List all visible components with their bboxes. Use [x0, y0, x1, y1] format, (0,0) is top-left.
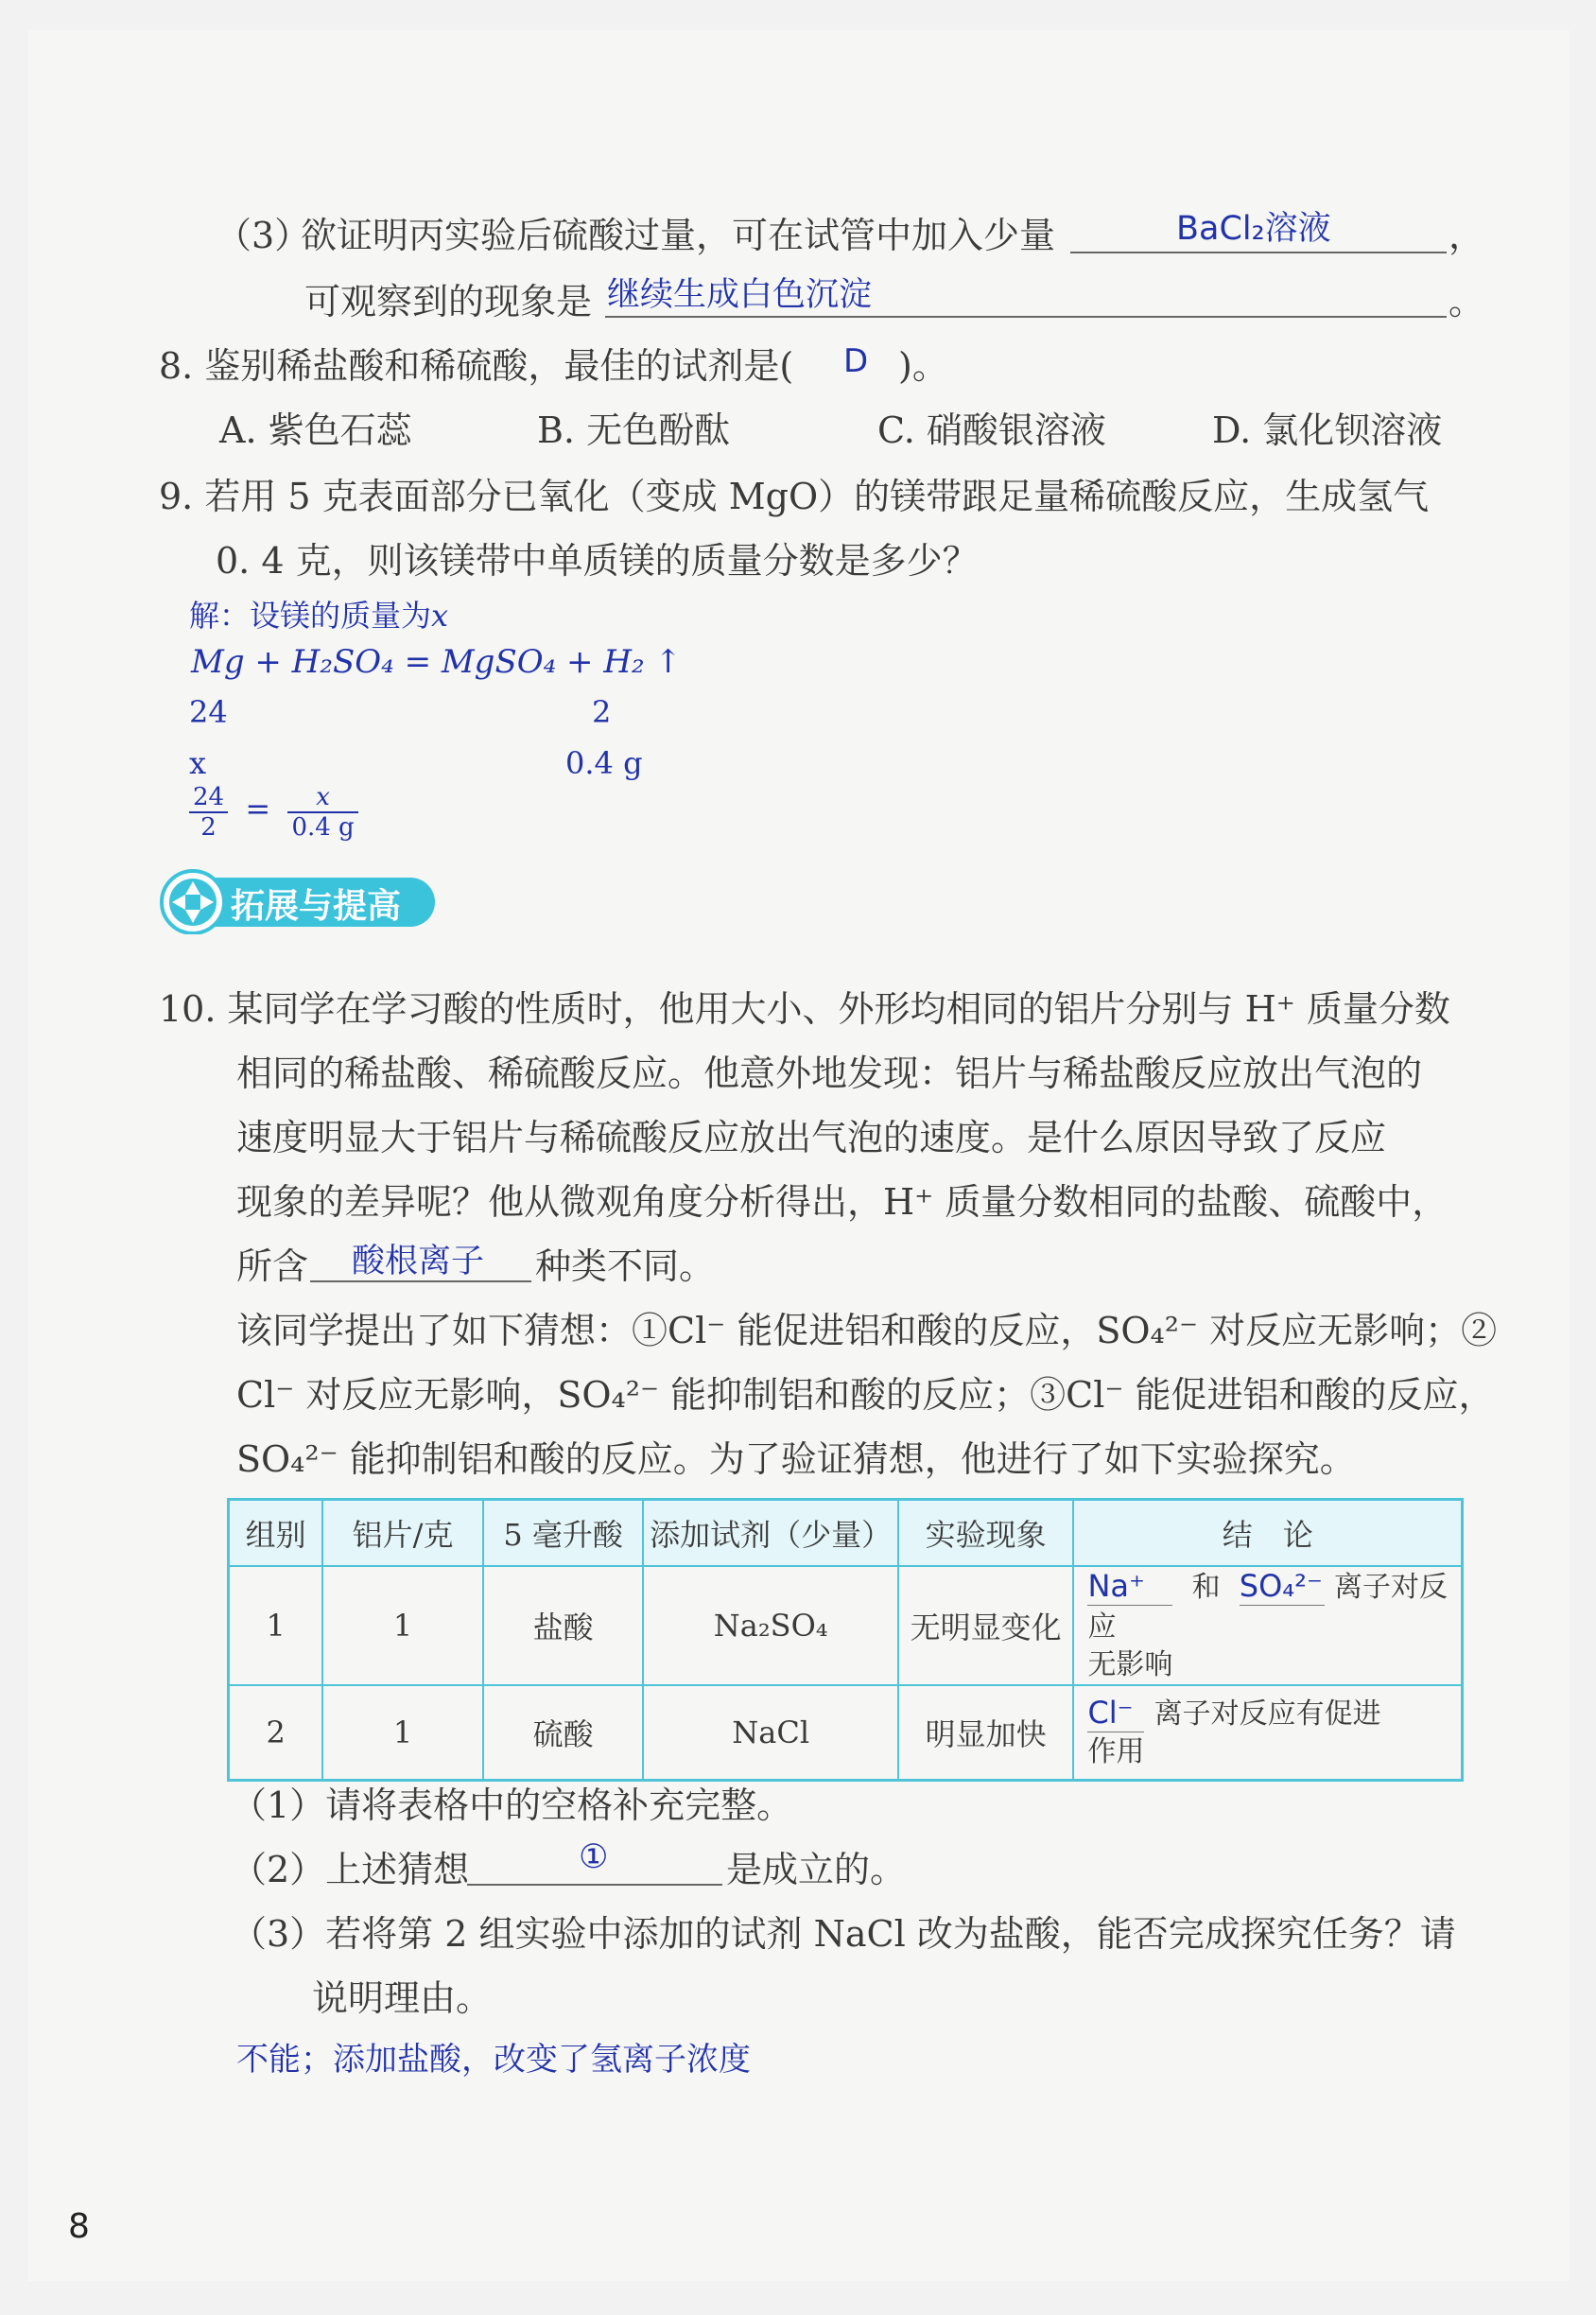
cell-conclusion — [1073, 1685, 1462, 1781]
q10-line5b: 种类不同。 — [535, 1245, 716, 1287]
section-banner — [159, 868, 439, 934]
q10-sub2b: 是成立的。 — [726, 1849, 907, 1890]
conclusion-mid: 和 — [1191, 1571, 1221, 1604]
cell-al: 1 — [322, 1685, 483, 1781]
q9-line2: 0. 4 克，则该镁带中单质镁的质量分数是多少？ — [216, 540, 979, 582]
q9-equation: Mg + H₂SO₄ = MgSO₄ + H₂ ↑ — [191, 643, 682, 681]
q8-option-d: D. 氯化钡溶液 — [1212, 409, 1443, 451]
q10-line4: 现象的差异呢？他从微观角度分析得出，H⁺ 质量分数相同的盐酸、硫酸中， — [236, 1181, 1449, 1223]
q10-line1: 10. 某同学在学习酸的性质时，他用大小、外形均相同的铝片分别与 H⁺ 质量分数 — [159, 988, 1450, 1030]
conclusion-tail: 离子对反应有促进 — [1154, 1697, 1381, 1731]
conclusion-tail2: 无影响 — [1087, 1648, 1173, 1681]
conclusion-answer-a: Na⁺ — [1087, 1567, 1172, 1606]
cell-reagent: Na₂SO₄ — [643, 1566, 898, 1685]
q10-line7: Cl⁻ 对反应无影响，SO₄²⁻ 能抑制铝和酸的反应；③Cl⁻ 能促进铝和酸的反应， — [236, 1374, 1495, 1416]
q8-question: 8. 鉴别稀盐酸和稀硫酸，最佳的试剂是( — [159, 345, 794, 387]
header-acid: 5 毫升酸 — [483, 1500, 644, 1567]
q8-option-b: B. 无色酚酞 — [537, 409, 731, 451]
q8-close: )。 — [898, 345, 948, 387]
conclusion-answer-b: SO₄²⁻ — [1239, 1568, 1323, 1604]
cell-acid: 硫酸 — [483, 1685, 644, 1781]
q10-sub2a: （2）上述猜想 — [231, 1849, 470, 1890]
conclusion-answer-a: Cl⁻ — [1087, 1694, 1144, 1732]
experiment-table — [227, 1498, 1464, 1782]
header-phenomenon: 实验现象 — [898, 1500, 1074, 1567]
conclusion-tail2: 作用 — [1087, 1735, 1145, 1768]
cell-phenomenon: 无明显变化 — [898, 1566, 1074, 1685]
q9-mass-h2: 2 — [592, 694, 612, 730]
q10-line6: 该同学提出了如下猜想：①Cl⁻ 能促进铝和酸的反应，SO₄²⁻ 对反应无影响；② — [236, 1310, 1498, 1351]
header-al: 铝片/克 — [322, 1500, 483, 1567]
q8-answer: D — [843, 342, 869, 380]
q7-3-text1: 欲证明丙实验后硫酸过量，可在试管中加入少量 — [301, 215, 1056, 256]
q10-line3: 速度明显大于铝片与稀硫酸反应放出气泡的速度。是什么原因导致了反应 — [236, 1117, 1387, 1158]
q7-3-number: （3） — [216, 215, 311, 256]
q7-3-answer1: BaCl₂溶液 — [1176, 210, 1331, 248]
q10-sub2-answer: ① — [579, 1838, 609, 1876]
q8-option-c: C. 硝酸银溶液 — [877, 409, 1106, 451]
q9-solution-label: 解：设镁的质量为x — [189, 598, 449, 634]
cell-reagent: NaCl — [643, 1685, 898, 1781]
q10-line5a: 所含 — [236, 1245, 309, 1287]
q10-sub3-line2: 说明理由。 — [312, 1977, 493, 2019]
table-header-row — [229, 1500, 1463, 1567]
q10-answer: 酸根离子 — [352, 1243, 485, 1280]
q10-sub3-line1: （3）若将第 2 组实验中添加的试剂 NaCl 改为盐酸，能否完成探究任务？请 — [231, 1913, 1456, 1955]
conclusion-tail: 离子对反应 — [1087, 1571, 1448, 1644]
q10-sub2-blank — [467, 1884, 722, 1886]
table-row — [229, 1685, 1463, 1781]
banner-title: 拓展与提高 — [231, 887, 402, 926]
q10-sub3-answer: 不能；添加盐酸，改变了氢离子浓度 — [236, 2041, 751, 2079]
q8-option-a: A. 紫色石蕊 — [219, 409, 412, 451]
cell-group: 2 — [229, 1685, 323, 1781]
table-row — [229, 1566, 1463, 1685]
cell-group: 1 — [229, 1566, 323, 1685]
header-conclusion: 结 论 — [1073, 1500, 1462, 1567]
q9-mass-mg: 24 — [189, 694, 228, 730]
q9-line1: 9. 若用 5 克表面部分已氧化（变成 MgO）的镁带跟足量稀硫酸反应，生成氢气 — [159, 476, 1430, 517]
header-reagent: 添加试剂（少量） — [643, 1500, 898, 1567]
q7-3-text2: 可观察到的现象是 — [304, 281, 593, 322]
q9-h2-mass: 0.4 g — [565, 745, 643, 781]
cell-acid: 盐酸 — [483, 1566, 644, 1685]
q7-3-answer2: 继续生成白色沉淀 — [607, 276, 873, 314]
q7-3-blank2 — [605, 316, 1447, 318]
q9-ratio: $\frac{24}{2}$ = $\frac{x}{0.4 g}$ — [189, 783, 358, 842]
cell-conclusion — [1073, 1566, 1462, 1685]
cell-phenomenon: 明显加快 — [898, 1685, 1074, 1781]
q7-3-end2: 。 — [1449, 281, 1485, 322]
q10-sub1: （1）请将表格中的空格补充完整。 — [231, 1784, 793, 1826]
q9-unknown: x — [189, 745, 207, 781]
q10-line8: SO₄²⁻ 能抑制铝和酸的反应。为了验证猜想，他进行了如下实验探究。 — [236, 1438, 1356, 1480]
q7-3-end1: ， — [1449, 215, 1485, 256]
q10-line2: 相同的稀盐酸、稀硫酸反应。他意外地发现：铝片与稀盐酸反应放出气泡的 — [236, 1053, 1423, 1094]
cell-al: 1 — [322, 1566, 483, 1685]
header-group: 组别 — [229, 1500, 323, 1567]
page-number: 8 — [68, 2207, 90, 2246]
q7-3-blank1 — [1070, 252, 1447, 253]
